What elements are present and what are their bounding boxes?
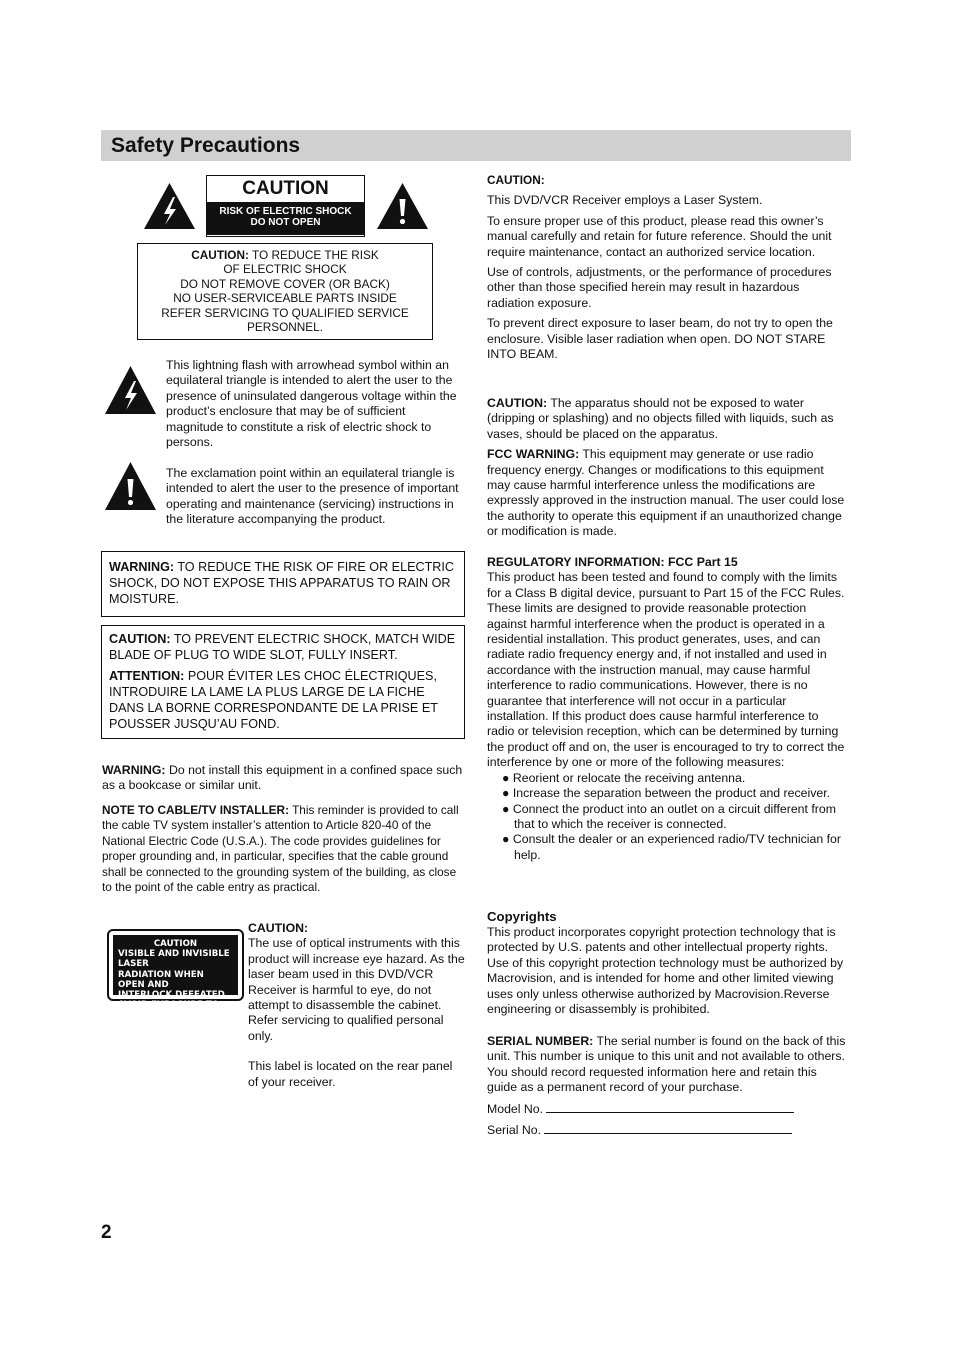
laser-label-title: CAUTION — [153, 939, 198, 949]
laser-label-line: INTERLOCK DEFEATED — [118, 990, 225, 1001]
water-caution-lead: CAUTION: — [487, 396, 548, 410]
serial-number-line — [544, 1122, 792, 1134]
cable-installer-note — [102, 803, 464, 895]
model-number-line — [546, 1101, 794, 1113]
optical-caution-lead: CAUTION: — [248, 921, 309, 935]
caution-label-title: CAUTION — [242, 178, 329, 199]
caution-box-line: OF ELECTRIC SHOCK — [223, 262, 347, 277]
plug-attention-text — [109, 668, 457, 732]
caution-label-banner — [207, 202, 364, 235]
optical-caution-text: The use of optical instruments with this product will increase eye hazard. As the laser beam used in this DVD/VCR Receiver is harmful to eye, do not attempt to disassemble the cabinet. Refer servicing to qualified personal only. — [248, 936, 465, 1043]
list-item: ● Connect the product into an outlet on a circuit different from that to which the receiver is connected. — [502, 801, 836, 831]
warning-box — [101, 551, 465, 617]
laser-paragraph: To prevent direct exposure to laser beam, do not try to open the enclosure. Visible laser radiation when open. DO NOT STARE INTO BEAM. — [487, 316, 833, 362]
serial-section — [487, 1034, 849, 1138]
laser-paragraph: Use of controls, adjustments, or the performance of procedures other than those specified herein may result in hazardous radiation exposure. — [487, 265, 832, 310]
serial-number-field — [487, 1122, 849, 1138]
fcc-warning-lead: FCC WARNING: — [487, 447, 580, 462]
page-number: 2 — [101, 1222, 112, 1243]
model-number-label: Model No. — [487, 1101, 544, 1116]
fcc-warning-text: This equipment may generate or use radio frequency energy. Changes or modifications to this equipment may cause harmful interference unless the modifications are expressly approved in the instruction manual. The user could lose the authority to operate this equipment if an unauthorized change or modification is made. — [487, 447, 845, 539]
laser-paragraph: To ensure proper use of this product, please read this owner’s manual carefully and retain for future reference. Should the unit require maintenance, contact an authorized service location. — [487, 213, 832, 259]
caution-box-line: REFER SERVICING TO QUALIFIED SERVICE — [161, 305, 409, 320]
serial-number-note — [487, 1034, 849, 1096]
laser-label-line: AVOID EXPOSURE TO BEAM — [118, 1000, 220, 1021]
caution-box-lead: CAUTION: — [191, 248, 249, 262]
interference-measures-list — [487, 771, 849, 863]
caution-label — [206, 175, 365, 237]
lightning-symbol-icon — [103, 364, 158, 416]
confined-warning-text: Do not install this equipment in a confined space such as a bookcase or similar unit. — [102, 763, 463, 793]
lightning-warning-icon — [142, 181, 197, 231]
copyrights-section — [487, 909, 849, 1017]
warning-text: TO REDUCE THE RISK OF FIRE OR ELECTRIC SHOCK, DO NOT EXPOSE THIS APPARATUS TO RAIN OR MOISTURE. — [109, 560, 454, 606]
water-caution-text: The apparatus should not be exposed to water (dripping or splashing) and no objects filled with liquids, such as vases, should be placed on the apparatus. — [487, 396, 834, 441]
caution-box-line: NO USER-SERVICEABLE PARTS INSIDE — [173, 291, 397, 306]
serial-number-label: Serial No. — [487, 1123, 541, 1138]
laser-label-inner — [113, 935, 238, 1021]
laser-caution-heading: CAUTION: — [487, 173, 545, 187]
serial-number-text: The serial number is found on the back of this unit. This number is unique to this unit and not available to others. You should record requested information here and retain this guide as a permanent record of your purchase. — [487, 1034, 846, 1095]
cable-note-text: This reminder is provided to call the cable TV system installer’s attention to Article 820-40 of the National Electric Code (U.S.A.). The code provides guidelines for proper grounding and, in particular, specifies that the cable ground shall be connected to the grounding system of the building, as close to the point of the cable entry as practical. — [102, 803, 459, 895]
plug-caution-box — [101, 625, 465, 739]
regulatory-heading: REGULATORY INFORMATION: FCC Part 15 — [487, 555, 738, 569]
lightning-explanation: This lightning flash with arrowhead symbol within an equilateral triangle is intended to alert the user to the presence of uninsulated dangerous voltage within the product’s enclosure that may be of sufficient magnitude to constitute a risk of electric shock to persons. — [166, 358, 457, 450]
copyrights-heading: Copyrights — [487, 909, 557, 924]
regulatory-section — [487, 555, 849, 863]
laser-label-line: VISIBLE AND INVISIBLE LASER — [118, 949, 230, 970]
laser-label-line: RADIATION WHEN OPEN AND — [118, 969, 204, 990]
water-fcc-section — [487, 396, 847, 540]
confined-warning-lead: WARNING: — [102, 763, 166, 777]
copyrights-text: This product incorporates copyright protection technology that is protected by U.S. patents and other intellectual property rights. Use of this copyright protection technology must be authorized by Macrovision, and is intended for home and other limited viewing uses only unless otherwise authorized by Macrovision.Reverse engineering or disassembly is prohibited. — [487, 925, 844, 1017]
title-bar — [101, 130, 851, 161]
cable-note-lead: NOTE TO CABLE/TV INSTALLER: — [102, 803, 289, 817]
regulatory-text: This product has been tested and found to comply with the limits for a Class B digital device, pursuant to Part 15 of the FCC Rules. These limits are designed to provide reasonable protection against harmful interference when the product is operated in a residential installation. This product generates, uses, and can radiate radio frequency energy and, if not installed and used in accordance with the instruction manual, may cause harmful interference to radio communications. However, there is no guarantee that interference will not occur in a particular installation. If this product does cause harmful interference to radio or television reception, which can be determined by turning the product off and on, the user is encouraged to try to correct the interference by one or more of the following measures: — [487, 570, 845, 770]
list-item: ● Increase the separation between the product and receiver. — [502, 786, 831, 801]
caution-label-line: DO NOT OPEN — [250, 217, 321, 228]
warning-box-text — [109, 559, 457, 607]
caution-label-line: RISK OF ELECTRIC SHOCK — [219, 206, 352, 217]
optical-caution — [248, 921, 466, 1090]
laser-warning-label — [107, 929, 244, 1021]
confined-space-warning — [102, 763, 464, 794]
page-title: Safety Precautions — [111, 134, 301, 157]
plug-caution-lead: CAUTION: — [109, 632, 171, 646]
caution-box-text — [138, 248, 432, 334]
plug-caution-text — [109, 631, 457, 663]
caution-box-line: PERSONNEL. — [246, 320, 324, 335]
caution-box-line: DO NOT REMOVE COVER (OR BACK) — [180, 276, 390, 291]
plug-attention-body: POUR ÉVITER LES CHOC ÉLECTRIQUES, INTRODUIRE LA LAME LA PLUS LARGE DE LA FICHE DANS LA BORNE CORRESPONDANTE DE LA PRISE ET POUSSER JUSQU’AU FOND. — [109, 669, 438, 731]
laser-system-section — [487, 173, 847, 362]
caution-box-line: TO REDUCE THE RISK — [248, 248, 379, 262]
label-location-note: This label is located on the rear panel of your receiver. — [248, 1059, 453, 1089]
plug-attention-lead: ATTENTION: — [109, 669, 185, 683]
exclamation-warning-icon — [375, 181, 430, 231]
water-caution — [487, 396, 847, 442]
list-item: ● Reorient or relocate the receiving antenna. — [502, 770, 746, 785]
list-item: ● Consult the dealer or an experienced radio/TV technician for help. — [502, 832, 841, 862]
model-number-field — [487, 1101, 849, 1117]
serial-number-lead: SERIAL NUMBER: — [487, 1034, 594, 1048]
exclamation-explanation: The exclamation point within an equilateral triangle is intended to alert the user to the presence of important operating and maintenance (servicing) instructions in the literature accompanying the product. — [166, 466, 459, 527]
plug-caution-body: TO PREVENT ELECTRIC SHOCK, MATCH WIDE BLADE OF PLUG TO WIDE SLOT, FULLY INSERT. — [109, 632, 456, 662]
fcc-warning — [487, 447, 847, 539]
laser-paragraph: This DVD/VCR Receiver employs a Laser System. — [487, 193, 763, 208]
warning-lead: WARNING: — [109, 560, 175, 574]
caution-box — [137, 243, 433, 340]
exclamation-symbol-icon — [103, 460, 158, 512]
